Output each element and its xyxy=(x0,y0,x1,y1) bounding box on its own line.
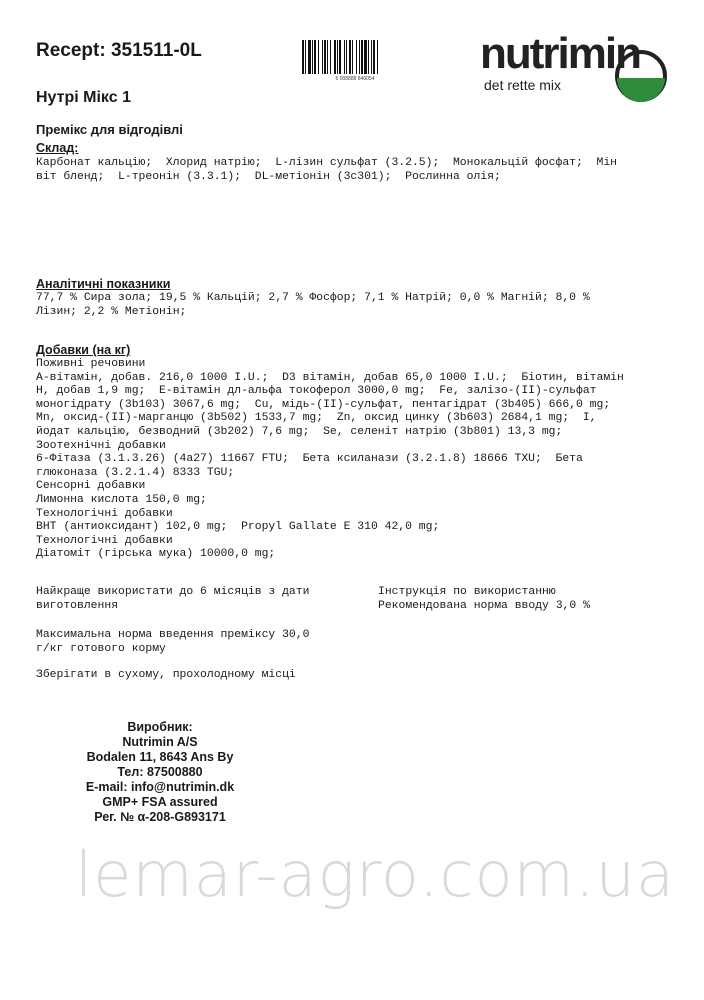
logo-name: nutrimin xyxy=(480,29,640,78)
analytics-line: Лізин; 2,2 % Метіонін; xyxy=(36,305,187,318)
barcode-bar xyxy=(368,40,369,74)
logo-tagline: det rette mix xyxy=(484,77,562,93)
producer-phone: Тел: 87500880 xyxy=(117,765,203,779)
analytics-line: 77,7 % Сира зола; 19,5 % Кальцій; 2,7 % Фосфор; 7,1 % Натрій; 0,0 % Магній; 8,0 % xyxy=(36,292,590,304)
additives-line: Технологічні добавки xyxy=(36,507,173,520)
barcode-bar xyxy=(349,40,351,74)
producer-label: Виробник: xyxy=(127,720,193,734)
additives-line: йодат кальцію, безводний (3b202) 7,6 mg; Se, селеніт натрію (3b801) 13,3 mg; xyxy=(36,425,563,438)
best-before-line: Найкраще використати до 6 місяців з дати xyxy=(36,586,310,598)
nutrimin-logo xyxy=(478,28,678,108)
barcode-bar xyxy=(314,40,316,74)
barcode-bar xyxy=(334,40,336,74)
barcode-caption: 6 008888 840054 xyxy=(335,76,375,82)
product-subtitle: Премікс для відгодівлі xyxy=(36,122,183,137)
additives-line: Поживні речовини xyxy=(36,358,146,370)
producer-email: E-mail: info@nutrimin.dk xyxy=(85,780,235,794)
additives-line: Діатоміт (гірська мука) 10000,0 mg; xyxy=(36,548,276,561)
barcode-bar xyxy=(364,40,367,74)
watermark: lemar-agro.com.ua xyxy=(75,838,675,911)
barcode-bar xyxy=(312,40,313,74)
barcode-bar xyxy=(352,40,353,74)
barcode-bar xyxy=(339,40,341,74)
producer-company: Nutrimin A/S xyxy=(122,735,198,749)
barcode-bar xyxy=(327,40,328,74)
additives-line: H, добав 1,9 mg; E-вітамін дл-альфа токоферол 3000,0 mg; Fe, залізо-(II)-сульфат xyxy=(36,385,597,398)
usage-instruction xyxy=(378,586,590,613)
composition-heading: Склад: xyxy=(36,141,79,155)
composition-line: Карбонат кальцію; Хлорид натрію; L-лізин сульфат (3.2.5); Монокальцій фосфат; Мін xyxy=(36,157,618,169)
additives-line: A-вітамін, добав. 216,0 1000 I.U.; D3 вітамін, добав 65,0 1000 I.U.; Біотин, вітамін xyxy=(36,371,624,384)
additives-line: BHT (антиоксидант) 102,0 mg; Propyl Gallate E 310 42,0 mg; xyxy=(36,521,440,534)
producer-registration: Рег. № α-208-G893171 xyxy=(94,810,226,824)
max-norm-line: г/кг готового корму xyxy=(36,642,166,655)
barcode-bar xyxy=(318,40,319,74)
barcode-bar xyxy=(356,40,357,74)
barcode-bar xyxy=(322,40,323,74)
barcode-bar xyxy=(302,40,304,74)
recept-number: Recept: 351511-0L xyxy=(36,40,202,61)
barcode-bar xyxy=(346,40,347,74)
barcode xyxy=(300,40,410,84)
barcode-bar xyxy=(373,40,375,74)
barcode-bar xyxy=(337,40,338,74)
barcode-bar xyxy=(361,40,363,74)
barcode-bar xyxy=(330,40,331,74)
barcode-bar xyxy=(371,40,372,74)
barcode-bar xyxy=(305,40,306,74)
logo-mark xyxy=(478,28,678,108)
additives-text xyxy=(36,358,624,562)
additives-line: Технологічні добавки xyxy=(36,534,173,547)
additives-line: Зоотехнічні добавки xyxy=(36,439,166,452)
barcode-bar xyxy=(377,40,378,74)
best-before xyxy=(36,586,309,613)
additives-line: Mn, оксид-(II)-марганцю (3b502) 1533,7 mg; Zn, оксид цинку (3b603) 2684,1 mg; I, xyxy=(36,412,597,425)
additives-line: моногідрату (3b103) 3067,6 mg; Cu, мідь-(II)-сульфат, пентагідрат (3b405) 666,0 mg; xyxy=(36,398,611,411)
additives-heading: Добавки (на кг) xyxy=(36,343,131,357)
max-norm xyxy=(36,629,309,656)
max-norm-line: Максимальна норма введення преміксу 30,0 xyxy=(36,629,310,641)
instruction-line: Інструкція по використанню xyxy=(378,586,556,598)
barcode-bar xyxy=(344,40,345,74)
composition-text xyxy=(36,157,617,184)
additives-line: Лимонна кислота 150,0 mg; xyxy=(36,493,207,506)
composition-line: віт бленд; L-треонін (3.3.1); DL-метіонін (3c301); Рослинна олія; xyxy=(36,170,501,183)
barcode-bar xyxy=(359,40,360,74)
additives-line: 6-Фітаза (3.1.3.26) (4a27) 11667 FTU; Бета ксиланази (3.2.1.8) 18666 TXU; Бета xyxy=(36,453,583,466)
producer-block xyxy=(60,720,260,825)
additives-line: глюконаза (3.2.1.4) 8333 TGU; xyxy=(36,466,235,479)
analytics-heading: Аналітичні показники xyxy=(36,277,171,291)
instruction-line: Рекомендована норма вводу 3,0 % xyxy=(378,599,590,612)
barcode-bar xyxy=(324,40,326,74)
additives-line: Сенсорні добавки xyxy=(36,480,146,493)
storage-note: Зберігати в сухому, прохолодному місці xyxy=(36,669,296,681)
producer-certification: GMP+ FSA assured xyxy=(102,795,218,809)
producer-address: Bodalen 11, 8643 Ans By xyxy=(86,750,234,764)
product-name: Нутрі Мікс 1 xyxy=(36,89,131,106)
barcode-bar xyxy=(308,40,311,74)
analytics-text xyxy=(36,292,590,319)
best-before-line: виготовлення xyxy=(36,599,119,612)
